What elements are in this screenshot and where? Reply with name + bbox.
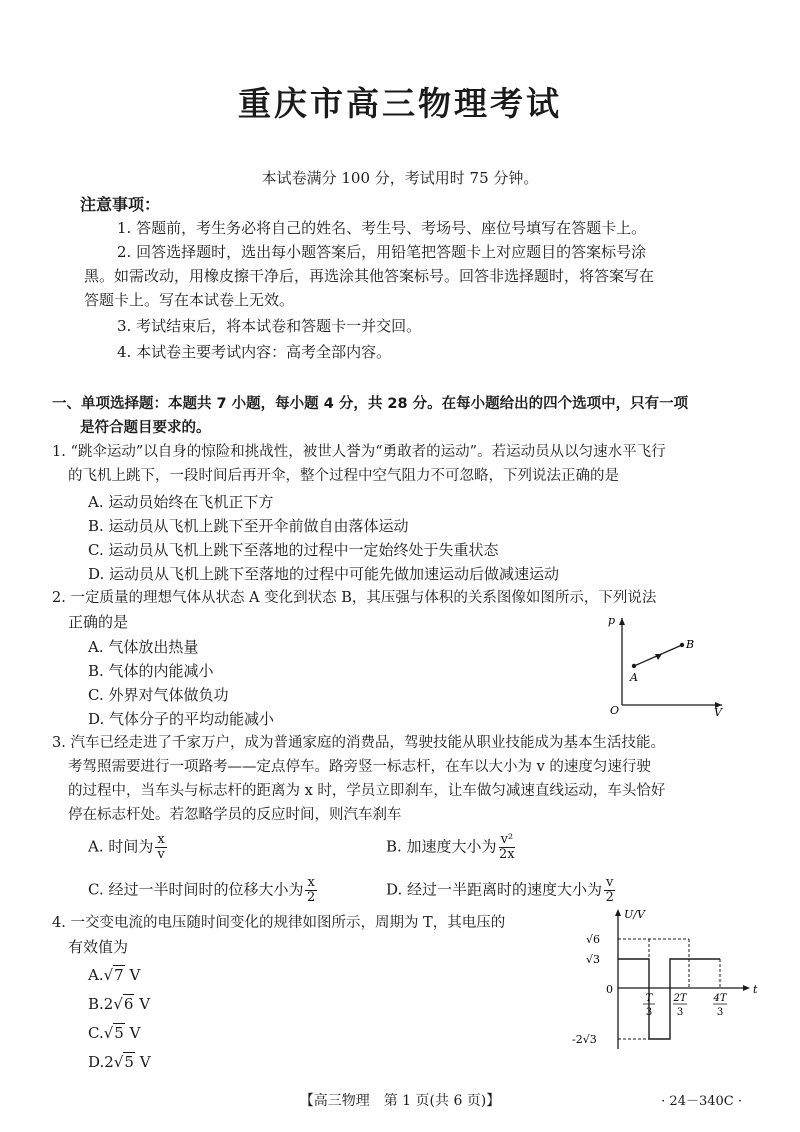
q2-option-b: B. 气体的内能减小 — [88, 662, 214, 680]
exam-subtitle: 本试卷满分 100 分，考试用时 75 分钟。 — [261, 169, 539, 187]
q1-stem: 1. “跳伞运动”以自身的惊险和挑战性，被世人誉为“勇敢者的运动”。若运动员从以匀速水平飞行 — [52, 444, 666, 460]
ut-x-tick-num: 4T — [713, 993, 727, 1004]
q1-option-a: A. 运动员始终在飞机正下方 — [88, 493, 274, 511]
ut-x-tick-num: 2T — [673, 993, 687, 1004]
pv-label-b: B — [686, 638, 695, 651]
q2-stem: 正确的是 — [68, 613, 129, 631]
ut-y-tick-neg2sqrt3: -2√3 — [572, 1033, 597, 1046]
pv-point-b — [680, 643, 684, 647]
q1-option-d: D. 运动员从飞机上跳下至落地的过程中可能先做加速运动后做减速运动 — [88, 565, 560, 583]
ut-x-tick-den: 3 — [645, 1007, 653, 1018]
notice-item: 1. 答题前，考生务必将自己的姓名、考生号、考场号、座位号填写在答题卡上。 — [117, 219, 647, 237]
q2-option-d: D. 气体分子的平均动能减小 — [88, 710, 275, 728]
q3-stem: 停在标志杆处。若忽略学员的反应时间，则汽车刹车 — [68, 807, 402, 823]
ut-x-arrow — [743, 985, 750, 991]
section-heading: 一、单项选择题：本题共 7 小题，每小题 4 分，共 28 分。在每小题给出的四个选项中，只有一项 — [52, 396, 689, 412]
pv-origin-label: O — [610, 704, 620, 717]
pv-y-label: p — [608, 614, 616, 627]
pv-x-label: V — [714, 706, 722, 718]
q3-option-c: C. 经过一半时间时的位移大小为 $\frac{x}{2}$ — [88, 875, 316, 905]
section-heading-cont: 是符合题目要求的。 — [80, 420, 211, 436]
q3-option-d: D. 经过一半距离时的速度大小为 $\frac{v}{2}$ — [386, 875, 614, 905]
pv-y-arrow — [619, 618, 625, 625]
ut-x-tick-den: 3 — [716, 1007, 724, 1018]
ut-y-arrow — [615, 909, 621, 916]
q3-stem: 的过程中，当车头与标志杆的距离为 x 时，学员立即刹车，让车做匀减速直线运动，车头恰好 — [68, 783, 666, 799]
q4-stem: 有效值为 — [68, 938, 129, 956]
pv-point-a — [632, 664, 636, 668]
ut-x-label: t — [753, 983, 758, 996]
notice-item: 3. 考试结束后，将本试卷和答题卡一并交回。 — [117, 317, 422, 335]
q3-stem: 考驾照需要进行一项路考——定点停车。路旁竖一标志杆，在车以大小为 v 的速度匀速行驶 — [68, 759, 651, 775]
q4-stem: 4. 一交变电流的电压随时间变化的规律如图所示，周期为 T，其电压的 — [52, 915, 506, 931]
notice-item: 4. 本试卷主要考试内容：高考全部内容。 — [117, 343, 392, 361]
q4-option-d: D.2√5 V — [88, 1053, 151, 1071]
q2-stem: 2. 一定质量的理想气体从状态 A 变化到状态 B，其压强与体积的关系图像如图所示，下列说法 — [52, 590, 657, 606]
paper-code: · 24－340C · — [661, 1094, 742, 1109]
q1-stem: 的飞机上跳下，一段时间后再开伞，整个过程中空气阻力不可忽略，下列说法正确的是 — [68, 468, 619, 484]
ut-y-tick-sqrt3: √3 — [586, 953, 601, 966]
page-footer: 【高三物理 第 1 页(共 6 页)】 — [299, 1093, 501, 1109]
q3-option-b: B. 加速度大小为 $\frac{\text{v²}}{2x}$ — [386, 832, 515, 862]
pv-graph — [600, 608, 740, 718]
notice-item: 黑。如需改动，用橡皮擦干净后，再选涂其他答案标号。回答非选择题时，将答案写在 — [84, 267, 655, 285]
ut-y-label: U/V — [624, 908, 645, 921]
q2-option-a: A. 气体放出热量 — [88, 638, 199, 656]
q3-option-a: A. 时间为 $\frac{x}{v}$ — [88, 832, 165, 862]
notice-item: 答题卡上。写在本试卷上无效。 — [84, 291, 295, 309]
exam-title: 重庆市高三物理考试 — [238, 84, 562, 123]
q4-option-a: A.√7 V — [88, 966, 141, 984]
q3-stem: 3. 汽车已经走进了千家万户，成为普通家庭的消费品，驾驶技能从职业技能成为基本生活技能。 — [52, 735, 665, 751]
ut-origin-label: 0 — [606, 983, 613, 996]
notice-item: 2. 回答选择题时，选出每小题答案后，用铅笔把答题卡上对应题目的答案标号涂 — [117, 243, 647, 261]
ut-x-tick-den: 3 — [676, 1007, 684, 1018]
pv-label-a: A — [630, 671, 638, 684]
q2-option-c: C. 外界对气体做负功 — [88, 686, 229, 704]
notice-heading: 注意事项： — [80, 195, 161, 214]
ut-x-tick-num: T — [645, 993, 653, 1004]
q4-option-b: B.2√6 V — [88, 995, 151, 1013]
ut-graph — [562, 905, 762, 1055]
q1-option-b: B. 运动员从飞机上跳下至开伞前做自由落体运动 — [88, 517, 409, 535]
ut-y-tick-sqrt6: √6 — [586, 933, 601, 946]
q4-option-c: C.√5 V — [88, 1024, 141, 1042]
ut-waveform — [618, 959, 720, 1039]
q1-option-c: C. 运动员从飞机上跳下至落地的过程中一定始终处于失重状态 — [88, 541, 499, 559]
